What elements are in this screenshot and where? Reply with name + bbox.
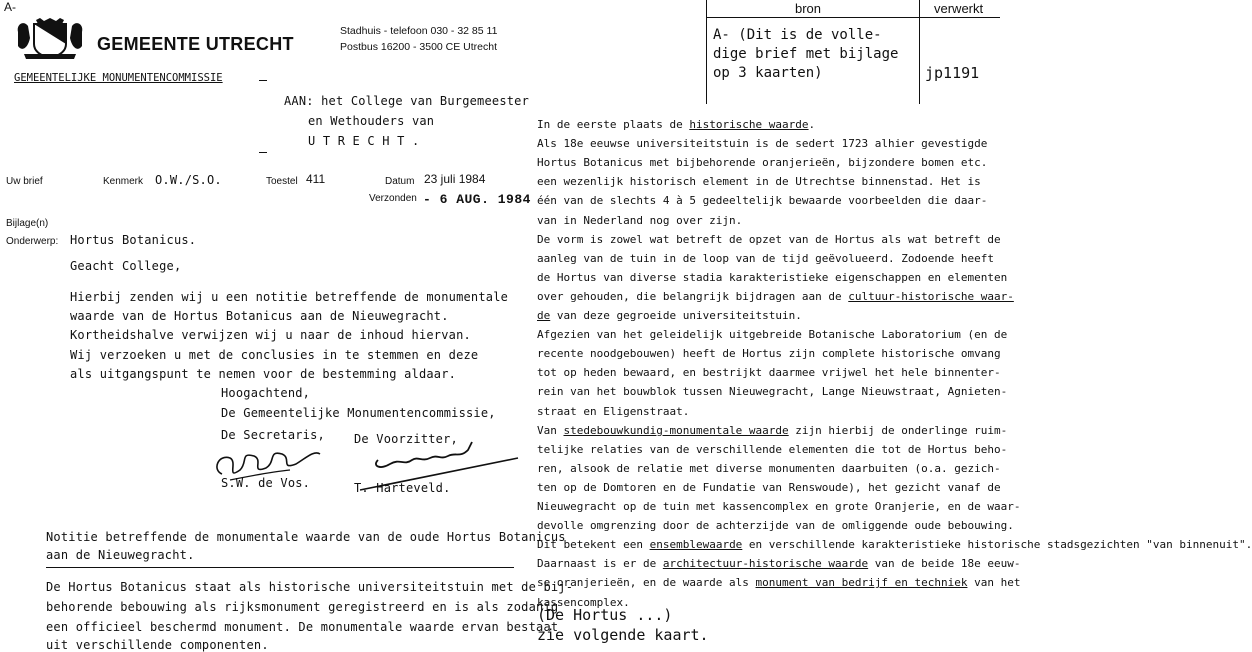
line-text: tot op heden bewaard, en bestrijkt daarmee vrijwel het hele binnenter- <box>537 366 1001 380</box>
source-box-header-bron: bron <box>795 1 822 16</box>
line-text: aanleg van de tuin in de loop van de tijd geëvolueerd. Zodoende heeft <box>537 251 994 265</box>
source-box-bron-line3: op 3 kaarten) <box>713 65 823 81</box>
note-line-3: een officieel beschermd monument. De monumentale waarde ervan bestaat <box>46 620 559 634</box>
line-text: over gehouden, die belangrijk bijdragen aan de <box>537 289 849 303</box>
address-line-postbus: Postbus 16200 - 3500 CE Utrecht <box>340 41 498 53</box>
addressee-line2: en Wethouders van <box>308 114 435 128</box>
right-text-line <box>537 328 1007 341</box>
chair-name: T. Harteveld. <box>354 481 451 495</box>
addressee-line3: U T R E C H T . <box>308 134 420 148</box>
underlined-term: stedebouwkundig-monumentale waarde <box>563 423 789 437</box>
datum-value: 23 juli 1984 <box>424 172 486 186</box>
right-text-line <box>537 137 987 150</box>
line-text: Als 18e eeuwse universiteitstuin is de sedert 1723 alhier gevestigde <box>537 137 988 151</box>
line-text: Hortus Botanicus met bijbehorende oranjerieën, bijzondere bomen etc. <box>537 156 988 170</box>
address-line-phone: Stadhuis - telefoon 030 - 32 85 11 <box>340 25 498 37</box>
right-text-line <box>537 557 1020 570</box>
body-line-4: Wij verzoeken u met de conclusies in te stemmen en deze <box>70 348 479 362</box>
right-text-line <box>537 576 1020 589</box>
line-text: een wezenlijk historisch element in de Utrechtse binnenstad. Het is <box>537 175 981 189</box>
line-text: en verschillende karakteristieke historische stadsgezichten "van binnenuit". <box>742 538 1252 552</box>
body-line-5: als uitgangspunt te nemen voor de bestemming aldaar. <box>70 367 457 381</box>
line-text: kassencomplex. <box>537 595 630 609</box>
right-text-line <box>537 233 1001 246</box>
right-text-line <box>537 538 1252 551</box>
handwritten-note-line2: zie volgende kaart. <box>537 626 709 644</box>
fold-mark-1 <box>259 80 267 81</box>
committee-name: GEMEENTELIJKE MONUMENTENCOMMISSIE <box>14 72 223 84</box>
line-text: Dit betekent een <box>537 538 650 552</box>
right-text-line <box>537 175 981 188</box>
line-text: Van <box>537 423 564 437</box>
right-text-line <box>537 385 1007 398</box>
kenmerk-value: O.W./S.O. <box>155 173 222 187</box>
secretary-name: S.W. de Vos. <box>221 476 311 490</box>
right-text-line <box>537 366 1001 379</box>
line-text: van deze gegroeide universiteitstuin. <box>550 309 802 322</box>
line-text: In de eerste plaats de <box>537 118 690 131</box>
right-text-line <box>537 290 1014 303</box>
toestel-value: 411 <box>306 172 326 186</box>
bijlage-label: Bijlage(n) <box>6 218 49 229</box>
line-text: zijn hierbij de onderlinge ruim- <box>788 423 1008 437</box>
body-line-3: Kortheidshalve verwijzen wij u naar de inhoud hiervan. <box>70 328 471 342</box>
line-text: . <box>808 118 816 131</box>
toestel-label: Toestel <box>266 176 298 187</box>
line-text: se oranjerieën, en de waarde als <box>537 576 756 590</box>
datum-label: Datum <box>385 176 415 187</box>
verzonden-label: Verzonden <box>369 193 417 204</box>
right-text-line <box>537 462 1001 475</box>
onderwerp-value: Hortus Botanicus. <box>70 233 197 247</box>
right-text-line <box>537 214 742 227</box>
line-text: telijke relaties van de verschillende elementen die tot de Hortus beho- <box>537 442 1008 456</box>
line-text: straat en Eligenstraat. <box>537 404 690 418</box>
coat-of-arms-logo <box>14 18 86 60</box>
source-box-verwerkt-value: jp1191 <box>925 64 980 82</box>
line-text: recente noodgebouwen) heeft de Hortus zijn complete historische omvang <box>537 347 1001 361</box>
line-text: Daarnaast is er de <box>537 557 663 571</box>
line-text: Nieuwegracht op de tuin met kassencomplex en grote Oranjerie, en de waar- <box>537 500 1021 513</box>
source-box-bron-line1: A- (Dit is de volle- <box>713 27 882 43</box>
line-text: van in Nederland nog over zijn. <box>537 213 743 227</box>
salutation: Geacht College, <box>70 259 182 273</box>
right-text-line <box>537 309 802 322</box>
closing-commission: De Gemeentelijke Monumentencommissie, <box>221 406 496 420</box>
note-line-4: uit verschillende componenten. <box>46 638 269 652</box>
note-line-2: behorende bebouwing als rijksmonument geregistreerd en is als zodanig <box>46 600 559 614</box>
handwritten-note-line1: (De Hortus ...) <box>537 606 673 624</box>
source-box-left-border <box>706 0 707 104</box>
source-box-header-verwerkt: verwerkt <box>934 1 984 16</box>
org-name: GEMEENTE UTRECHT <box>97 34 294 54</box>
underlined-term: cultuur-historische waar- <box>848 289 1014 303</box>
right-text-line <box>537 252 994 265</box>
right-text-line <box>537 271 1007 284</box>
right-text-line <box>537 481 1001 494</box>
right-text-line <box>537 405 689 418</box>
kenmerk-label: Kenmerk <box>103 176 144 187</box>
underlined-term: ensemblewaarde <box>649 538 743 552</box>
source-box-bron-line2: dige brief met bijlage <box>713 46 899 62</box>
note-title-line2: aan de Nieuwegracht. <box>46 548 195 562</box>
underlined-term: architectuur-historische waarde <box>662 557 869 571</box>
secretary-label: De Secretaris, <box>221 428 325 442</box>
right-text-line <box>537 156 987 169</box>
uw-brief-label: Uw brief <box>6 176 43 187</box>
underlined-term: monument van bedrijf en techniek <box>755 576 968 590</box>
note-divider <box>46 567 514 568</box>
line-text: Afgezien van het geleidelijk uitgebreide Botanische Laboratorium (en de <box>537 328 1008 342</box>
line-text: rein van het bouwblok tussen Nieuwegracht, Lange Nieuwstraat, Agnieten- <box>537 385 1008 399</box>
underlined-term: de <box>537 309 551 322</box>
right-text-line <box>537 500 1020 513</box>
line-text: de Hortus van diverse stadia karakteristieke eigenschappen en elementen <box>537 270 1008 284</box>
line-text: van de beide 18e eeuw- <box>868 557 1021 571</box>
page-marker: A- <box>4 0 16 14</box>
source-box-column-divider <box>919 0 920 104</box>
right-text-line <box>537 118 815 131</box>
line-text: ten op de Domtoren en de Fundatie van Renswoude), het gezicht vanaf de <box>537 480 1001 494</box>
line-text: De vorm is zowel wat betreft de opzet van de Hortus als wat betreft de <box>537 232 1001 246</box>
note-line-1: De Hortus Botanicus staat als historische universiteitstuin met de bij- <box>46 580 574 594</box>
closing-hoogachtend: Hoogachtend, <box>221 386 311 400</box>
source-box-header-rule <box>706 17 1000 18</box>
right-text-line <box>537 194 987 207</box>
body-line-1: Hierbij zenden wij u een notitie betreffende de monumentale <box>70 290 509 304</box>
addressee-line1: AAN: het College van Burgemeester <box>284 94 530 108</box>
line-text: van het <box>967 576 1021 590</box>
note-title-line1: Notitie betreffende de monumentale waarde van de oude Hortus Botanicus <box>46 530 566 544</box>
fold-mark-2 <box>259 152 267 153</box>
onderwerp-label: Onderwerp: <box>6 236 59 247</box>
line-text: devolle omgrenzing door de achterzijde van de omliggende oude bebouwing. <box>537 519 1014 533</box>
right-text-line <box>537 519 1014 532</box>
chair-label: De Voorzitter, <box>354 432 458 446</box>
right-text-line <box>537 443 1007 456</box>
right-text-line <box>537 347 1001 360</box>
line-text: één van de slechts 4 à 5 gedeeltelijk bewaarde voorbeelden die daar- <box>537 194 988 208</box>
right-text-line <box>537 424 1007 437</box>
verzonden-date-stamp: - 6 AUG. 1984 <box>423 192 531 207</box>
line-text: ren, alsook de relatie met diverse monumenten daarbuiten (o.a. gezich- <box>537 461 1001 475</box>
underlined-term: historische waarde <box>689 118 809 131</box>
body-line-2: waarde van de Hortus Botanicus aan de Nieuwegracht. <box>70 309 449 323</box>
